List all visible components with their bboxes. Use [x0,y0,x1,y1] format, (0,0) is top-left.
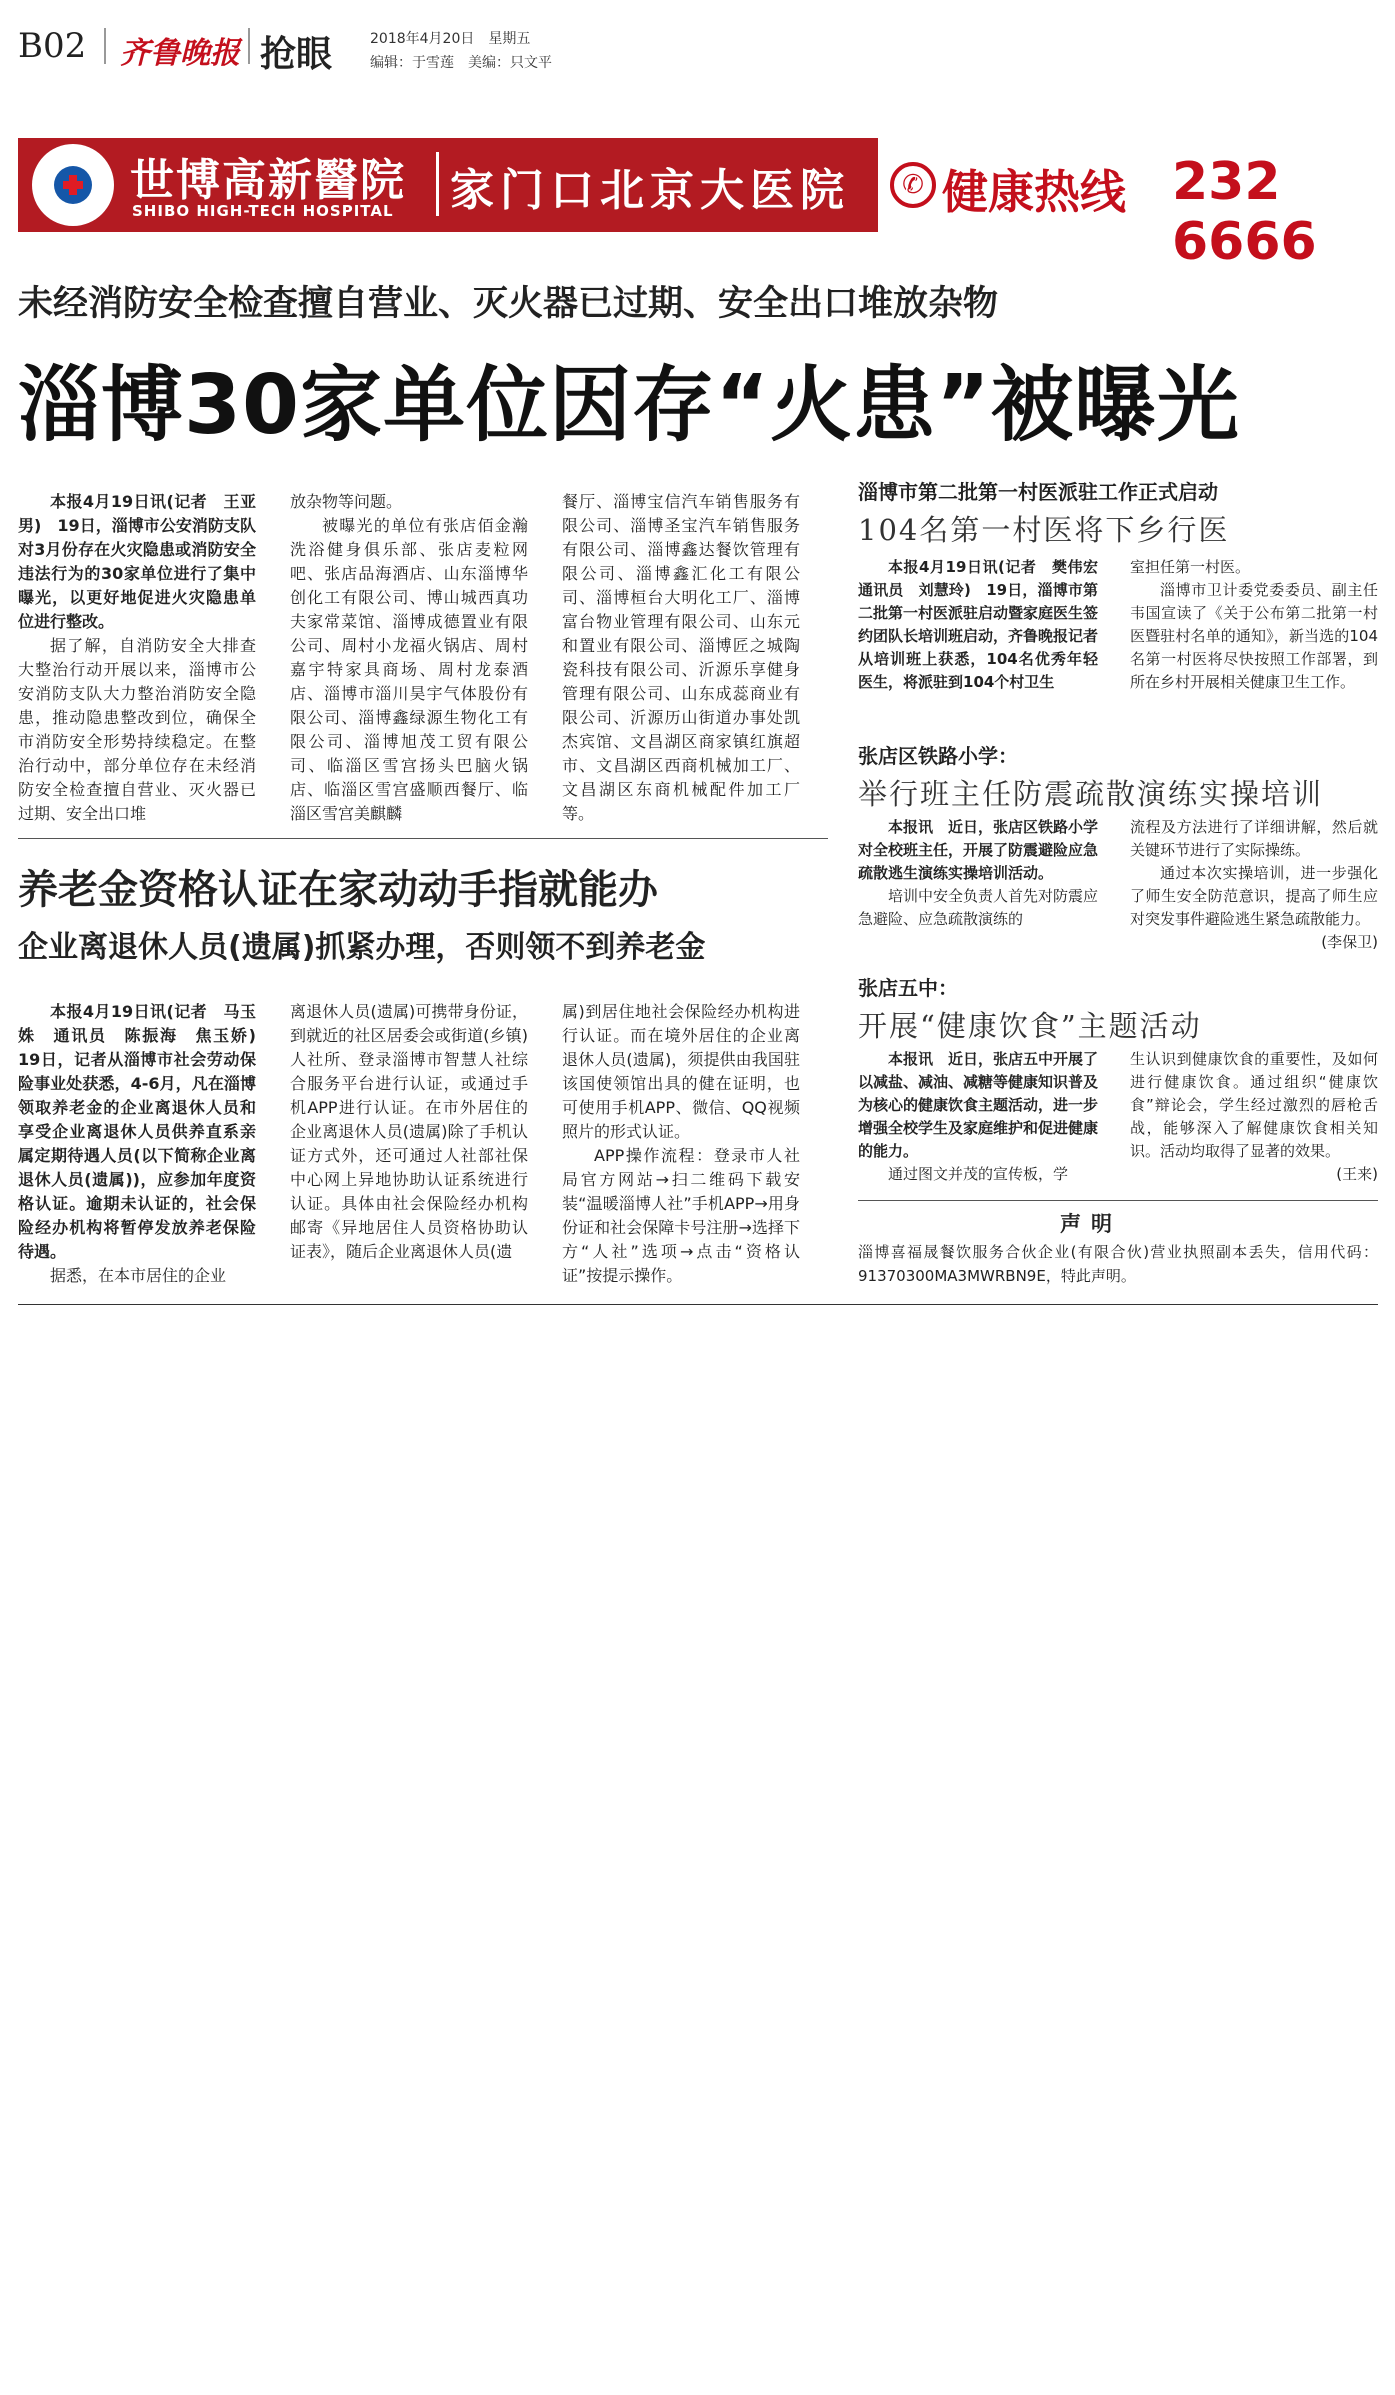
paragraph: 本报讯 近日，张店五中开展了以减盐、减油、减糖等健康知识普及为核心的健康饮食主题活动，进一步增强全校学生及家庭维护和促进健康的能力。 [858,1050,1099,1160]
main-story-column-3 [562,490,800,826]
byline: (王来) [1336,1165,1378,1183]
date-line: 2018年4月20日 星期五 [370,31,531,47]
paragraph: 通过本次实操培训，进一步强化了师生安全防范意识，提高了师生应对突发事件避险逃生紧急疏散能力。 [1130,864,1378,928]
paragraph: 离退休人员(遗属)可携带身份证，到就近的社区居委会或街道(乡镇)人社所、登录淄博市智慧人社综合服务平台进行认证，或通过手机APP进行认证。在市外居住的企业离退休人员(遗属)除了手机认证方式外，还可通过人社部社保中心网上异地协助认证系统进行认证。具体由社会保险经办机构邮寄《异地居住人员资格协助认证表》，随后企业离退休人员(遗 [290,1002,528,1261]
editor-line: 编辑：于雪莲 美编：只文平 [370,55,552,71]
hotline-box [878,138,1378,272]
diet-story-title: 开展“健康饮食”主题活动 [858,1009,1202,1043]
paragraph: 本报4月19日讯(记者 王亚男) 19日，淄博市公安消防支队对3月份存在火灾隐患或消防安全违法行为的30家单位进行了集中曝光，以更好地促进火灾隐患单位进行整改。 [18,492,256,631]
doctor-story-title: 104名第一村医将下乡行医 [858,513,1230,547]
phone-icon: ✆ [890,162,936,208]
paragraph: 本报讯 近日，张店区铁路小学对全校班主任，开展了防震避险应急疏散逃生演练实操培训活动。 [858,818,1099,882]
pension-story-subtitle: 企业离退休人员(遗属)抓紧办理，否则领不到养老金 [18,930,706,965]
hospital-ad-banner[interactable] [18,138,1378,272]
header-divider [248,28,250,64]
hospital-name: 世博高新醫院 [130,155,406,206]
notice-divider [858,1200,1378,1201]
notice-title: 声明 [1060,1212,1122,1236]
paragraph: 本报4月19日讯(记者 樊伟宏 通讯员 刘慧玲) 19日，淄博市第二批第一村医派驻启动暨家庭医生签约团队长培训班启动，齐鲁晚报记者从培训班上获悉，104名优秀年轻医生，将派驻到104个村卫生 [858,558,1114,691]
pension-story-column-1 [18,1000,273,1288]
paragraph: APP操作流程：登录市人社局官方网站→扫二维码下载安装“温暖淄博人社”手机APP→用身份证和社会保障卡号注册→选择下方“人社”选项→点击“资格认证”按提示操作。 [562,1146,800,1285]
paragraph: 放杂物等问题。 [290,492,403,511]
school-story-kicker: 张店区铁路小学： [858,744,1018,768]
masthead-logo: 齐鲁晚报 [120,36,240,71]
school-story-column-2 [1130,816,1378,954]
notice-body: 淄博喜福晟餐饮服务合伙企业(有限合伙)营业执照副本丢失，信用代码：91370300MA3MWRBN9E，特此声明。 [858,1243,1378,1285]
paragraph: 流程及方法进行了详细讲解，然后就关键环节进行了实际操练。 [1130,818,1378,859]
paragraph: 淄博市卫计委党委委员、副主任韦国宣读了《关于公布第二批第一村医暨驻村名单的通知》，新当选的104名第一村医将尽快按照工作部署，到所在乡村开展相关健康卫生工作。 [1130,581,1378,691]
paragraph: 生认识到健康饮食的重要性，及如何进行健康饮食。通过组织“健康饮食”辩论会，学生经过激烈的唇枪舌战，能够深入了解健康饮食相关知识。活动均取得了显著的效果。 [1130,1050,1378,1160]
section-name: 抢眼 [260,34,333,75]
hospital-logo-icon [32,144,114,226]
paragraph: 据了解，自消防安全大排查大整治行动开展以来，淄博市公安消防支队大力整治消防安全隐患，推动隐患整改到位，确保全市消防安全形势持续稳定。在整治行动中，部分单位存在未经消防安全检查擅自营业、灭火器已过期、安全出口堆 [18,636,256,823]
paragraph: 被曝光的单位有张店佰金瀚洗浴健身俱乐部、张店麦粒网吧、张店品海酒店、山东淄博华创化工有限公司、博山城西真功夫家常菜馆、淄博成德置业有限公司、周村小龙福火锅店、周村嘉宇特家具商场、周村龙泰酒店、淄博市淄川昊宇气体股份有限公司、淄博鑫绿源生物化工有限公司、淄博旭茂工贸有限公司、临淄区雪宫扬头巴脑火锅店、临淄区雪宫盛顺西餐厅、临淄区雪宫美麒麟 [290,516,528,823]
main-story-subtitle: 未经消防安全检查擅自营业、灭火器已过期、安全出口堆放杂物 [18,284,999,324]
paragraph: 属)到居住地社会保险经办机构进行认证。而在境外居住的企业离退休人员(遗属)，须提供由我国驻该国使领馆出具的健在证明，也可使用手机APP、微信、QQ视频照片的形式认证。 [562,1002,800,1141]
pension-story-column-2 [290,1000,528,1264]
byline: (李保卫) [1321,933,1378,951]
pension-story-column-3 [562,1000,800,1288]
doctor-story-column-1 [858,556,1114,694]
main-story-title: 淄博30家单位因存“火患”被曝光 [18,358,1240,453]
main-story-column-2 [290,490,528,826]
page-bottom-rule [18,1304,1378,1305]
ad-divider [436,152,439,216]
section-divider [18,838,828,839]
school-story-title: 举行班主任防震疏散演练实操培训 [858,777,1324,811]
diet-story-column-2 [1130,1048,1378,1186]
diet-story-column-1 [858,1048,1098,1186]
page-number: B02 [18,26,87,66]
paragraph: 培训中安全负责人首先对防震应急避险、应急疏散演练的 [858,887,1099,928]
ad-slogan: 家门口北京大医院 [450,165,850,216]
pension-story-title: 养老金资格认证在家动动手指就能办 [18,866,658,913]
doctor-story-column-2 [1130,556,1378,694]
hotline-number: 232 6666 [1172,152,1317,272]
paragraph: 本报4月19日讯(记者 马玉姝 通讯员 陈振海 焦玉娇) 19日，记者从淄博市社会劳动保险事业处获悉，4-6月，凡在淄博领取养老金的企业离退休人员和享受企业离退休人员供养直系亲属定期待遇人员(以下简称企业离退休人员(遗属))，应参加年度资格认证。逾期未认证的，社会保险经办机构将暂停发放养老保险待遇。 [18,1002,273,1261]
header-divider [104,28,106,64]
paragraph: 室担任第一村医。 [1130,558,1251,576]
doctor-story-kicker: 淄博市第二批第一村医派驻工作正式启动 [858,480,1218,504]
hospital-name-en: SHIBO HIGH-TECH HOSPITAL [132,202,394,220]
diet-story-kicker: 张店五中： [858,976,958,1000]
paragraph: 据悉，在本市居住的企业 [50,1266,227,1285]
paragraph: 餐厅、淄博宝信汽车销售服务有限公司、淄博圣宝汽车销售服务有限公司、淄博鑫达餐饮管理有限公司、淄博鑫汇化工有限公司、淄博桓台大明化工厂、淄博富台物业管理有限公司、山东元和置业有限公司、淄博匠之城陶瓷科技有限公司、沂源乐享健身管理有限公司、山东成蕊商业有限公司、沂源历山街道办事处凯杰宾馆、文昌湖区商家镇红旗超市、文昌湖区西商机械加工厂、文昌湖区东商机械配件加工厂等。 [562,492,800,823]
hotline-label: 健康热线 [942,165,1126,219]
main-story-column-1 [18,490,256,826]
school-story-column-1 [858,816,1098,931]
paragraph: 通过图文并茂的宣传板，学 [888,1165,1069,1183]
